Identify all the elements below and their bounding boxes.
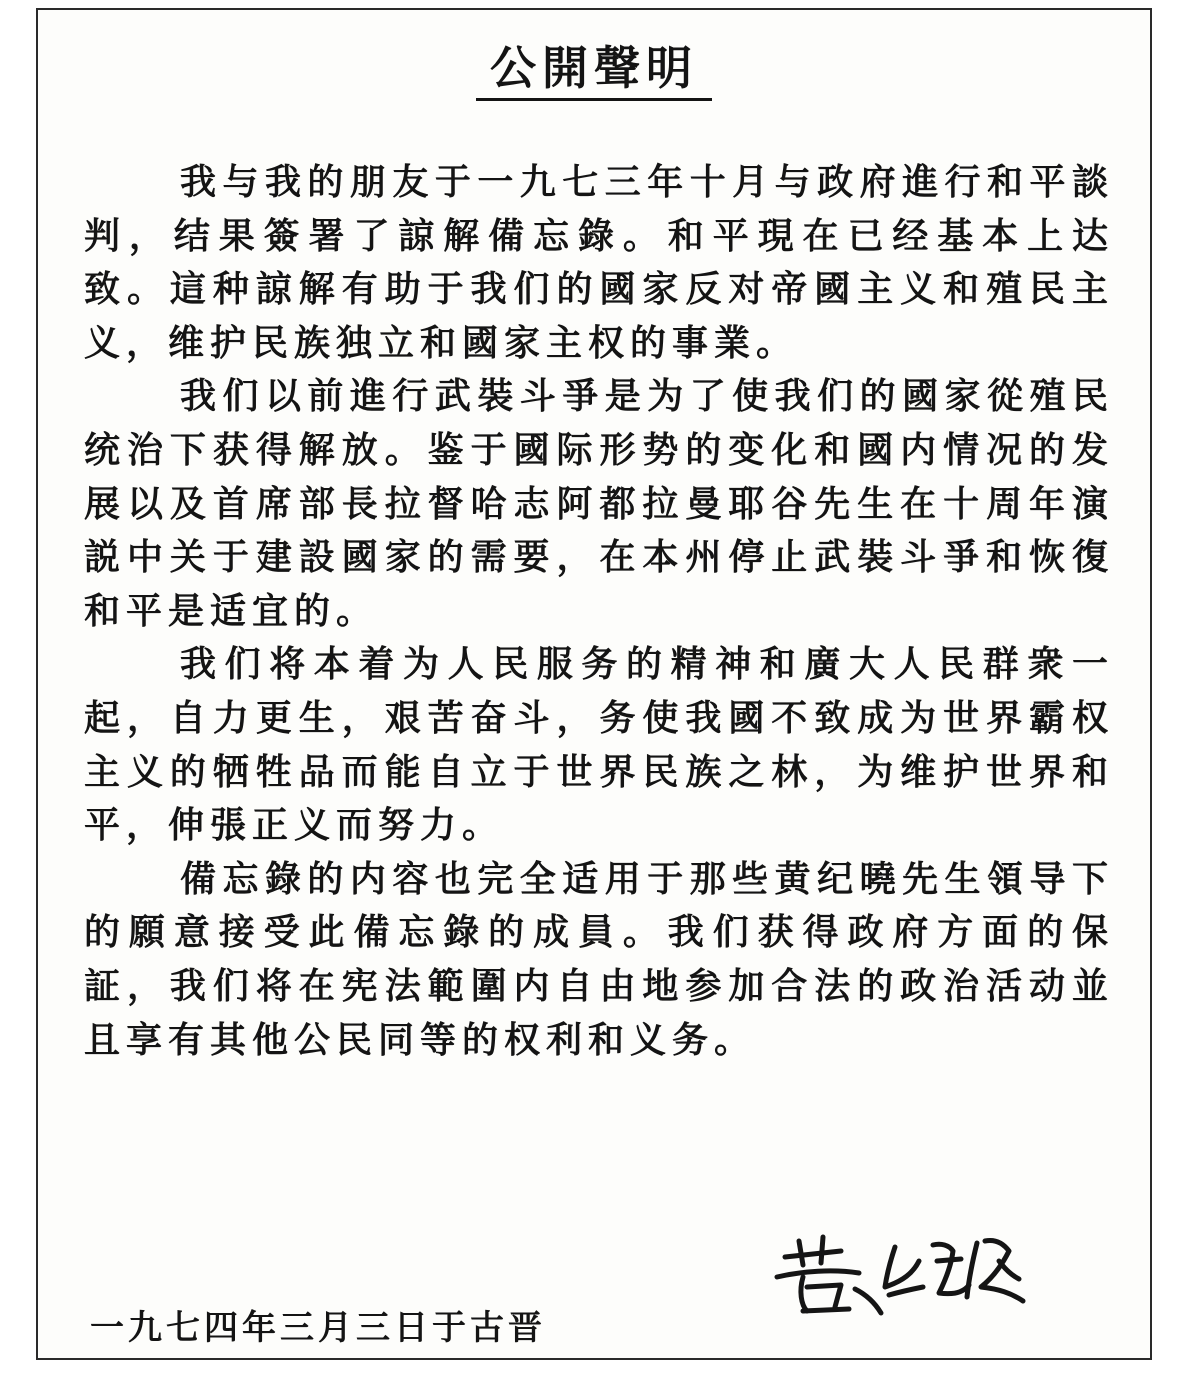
document-title bbox=[38, 40, 1150, 101]
handwritten-signature bbox=[763, 1215, 1033, 1325]
paragraph-1: 我与我的朋友于一九七三年十月与政府進行和平談判，结果簽署了諒解備忘錄。和平現在已经基本上达致。這种諒解有助于我们的國家反对帝國主义和殖民主义，维护民族独立和國家主权的事業。 bbox=[84, 162, 1114, 364]
statement-body bbox=[84, 156, 1114, 1067]
paragraph-2: 我们以前進行武裝斗爭是为了使我们的國家從殖民统治下获得解放。鉴于國际形势的变化和國内情况的发展以及首席部長拉督哈志阿都拉曼耶谷先生在十周年演説中关于建設國家的需要，在本州停止武裝斗爭和恢復和平是适宜的。 bbox=[84, 376, 1114, 632]
title-text: 公開聲明 bbox=[476, 40, 712, 101]
paragraph-3: 我们将本着为人民服务的精神和廣大人民群衆一起，自力更生，艰苦奋斗，务使我國不致成为世界霸权主义的牺牲品而能自立于世界民族之林，为维护世界和平，伸張正义而努力。 bbox=[84, 644, 1114, 847]
date-place-line: 一九七四年三月三日于古晋 bbox=[90, 1308, 546, 1348]
document-page bbox=[36, 8, 1152, 1360]
signature-icon bbox=[763, 1215, 1033, 1325]
paragraph-4: 備忘錄的内容也完全适用于那些黄纪曉先生領导下的願意接受此備忘錄的成員。我们获得政府方面的保証，我们将在宪法範圍内自由地参加合法的政治活动並且享有其他公民同等的权利和义务。 bbox=[84, 858, 1114, 1061]
